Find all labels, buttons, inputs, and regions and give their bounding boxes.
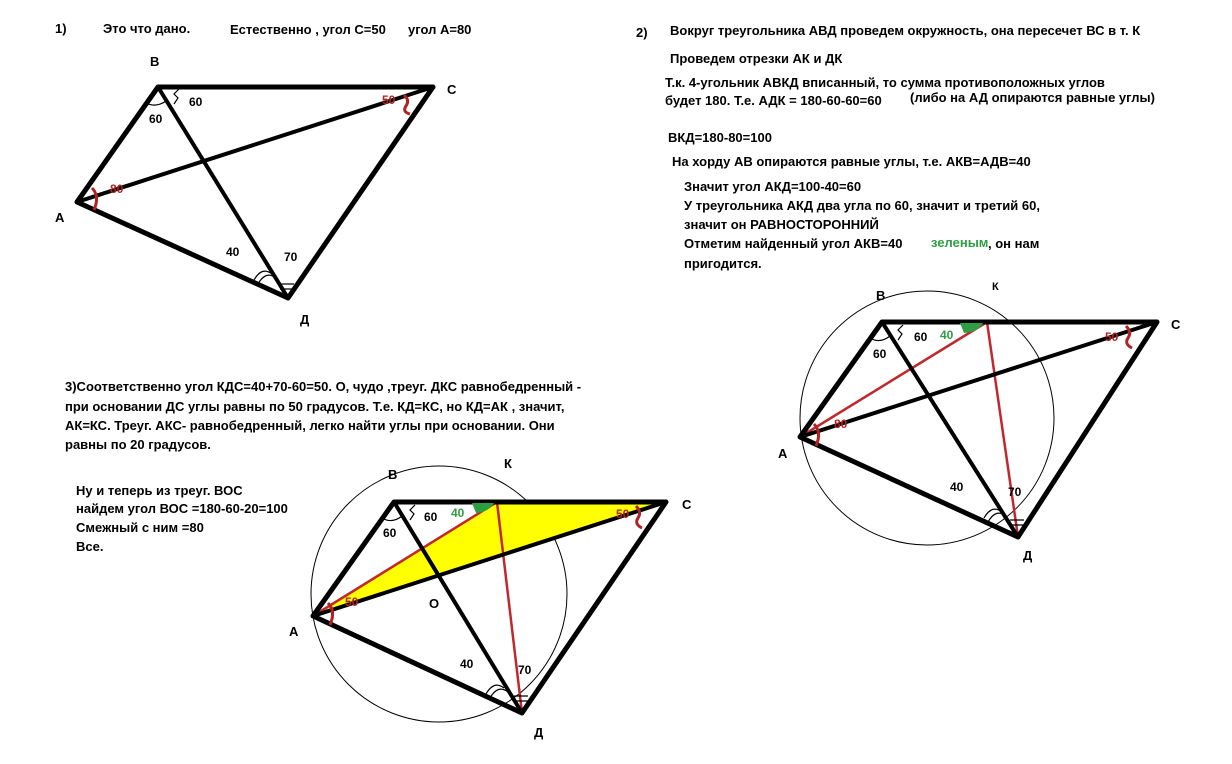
quadrilateral-abcd [800, 322, 1157, 537]
angle-value-b-left: 60 [149, 112, 163, 126]
section2-line-6: ВКД=180-80=100 [668, 130, 772, 145]
vertex-label-o: О [429, 596, 440, 611]
angle-value-c: 50 [616, 507, 630, 521]
vertex-label-a: А [55, 210, 65, 225]
vertex-label-d: Д [1023, 548, 1033, 563]
vertex-label-k: К [992, 281, 999, 293]
section3-line-2: при основании ДС углы равны по 50 градусов. Т.е. КД=КС, но КД=АК , значит, [65, 399, 565, 414]
section2-line-1: Вокруг треугольника АВД проведем окружность, она пересечет ВС в т. К [670, 23, 1141, 38]
conclusion-line-3: Смежный с ним =80 [76, 520, 204, 535]
angle-arc-b-top [174, 89, 179, 104]
section2-line-9: У треугольника АКД два угла по 60, значит и третий 60, [684, 198, 1040, 213]
angle-value-b-top: 60 [189, 95, 203, 109]
section2-line-8: Значит угол АКД=100-40=60 [684, 179, 862, 194]
angle-value-d-left: 40 [950, 480, 964, 494]
section2-line-7: На хорду АВ опираются равные углы, т.е. АКВ=АДВ=40 [672, 154, 1031, 169]
section2-line-3: Т.к. 4-угольник АВКД вписанный, то сумма противоположных углов [665, 75, 1105, 90]
angle-value-c: 50 [1105, 330, 1119, 344]
conclusion-line-2: найдем угол ВОС =180-60-20=100 [76, 501, 288, 516]
angle-value-b-left: 60 [873, 347, 887, 361]
angle-value-d-left: 40 [226, 245, 240, 259]
angle-value-d-right: 70 [518, 663, 532, 677]
section2-line-13: пригодится. [684, 256, 762, 271]
section2-line-12: , он нам [988, 236, 1040, 251]
angle-value-a: 50 [345, 595, 359, 609]
section3-line-4: равны по 20 градусов. [65, 437, 211, 452]
section2-line-10: значит он РАВНОСТОРОННИЙ [684, 217, 879, 232]
vertex-label-a: А [778, 446, 788, 461]
section2-green-word: зеленым [931, 235, 989, 250]
angle-value-k: 40 [940, 328, 954, 342]
angle-arc-b-top [898, 325, 903, 340]
conclusion-line-1: Ну и теперь из треуг. ВОС [76, 483, 243, 498]
vertex-label-d: Д [534, 725, 544, 740]
section2-line-4: будет 180. Т.е. АДК = 180-60-60=60 [665, 93, 882, 108]
section1-number: 1) [55, 21, 67, 36]
angle-value-k: 40 [451, 506, 465, 520]
vertex-label-d: Д [300, 312, 310, 327]
section2-line-11: Отметим найденный угол АКВ=40 [684, 236, 903, 251]
angle-value-d-right: 70 [284, 250, 298, 264]
vertex-label-b: В [876, 288, 886, 303]
angle-value-b-top: 60 [914, 330, 928, 344]
section1-angle-c-note: Естественно , угол С=50 [230, 22, 386, 37]
section3-line-3: АК=КС. Треуг. АКС- равнобедренный, легко найти углы при основании. Они [65, 418, 555, 433]
vertex-label-b: В [150, 54, 160, 69]
angle-value-b-top: 60 [424, 510, 438, 524]
section3-line-1: 3)Соответственно угол КДС=40+70-60=50. О, чудо ,треуг. ДКС равнобедренный - [65, 379, 582, 394]
section2-line-5: (либо на АД опираются равные углы) [910, 90, 1155, 105]
angle-value-a: 80 [834, 417, 848, 431]
diagram-1 [55, 54, 457, 327]
section2-number: 2) [636, 25, 648, 40]
conclusion-line-4: Все. [76, 539, 104, 554]
diagram-3 [289, 456, 692, 740]
angle-value-d-right: 70 [1008, 485, 1022, 499]
section2-line-2: Проведем отрезки АК и ДК [670, 51, 843, 66]
vertex-label-c: С [682, 497, 692, 512]
angle-value-b-left: 60 [383, 526, 397, 540]
quadrilateral-abcd [77, 87, 433, 298]
chord-dk [987, 322, 1018, 537]
diagonal-ac [800, 322, 1157, 437]
angle-value-c: 50 [382, 93, 396, 107]
vertex-label-a: А [289, 624, 299, 639]
diagram-2 [778, 281, 1181, 563]
angle-arc-b-top [410, 505, 415, 520]
angle-value-a: 80 [110, 182, 124, 196]
section1-angle-a-note: угол А=80 [408, 22, 472, 37]
section1-given: Это что дано. [103, 21, 191, 36]
angle-value-d-left: 40 [460, 657, 474, 671]
diagonal-ac [77, 87, 433, 202]
vertex-label-c: С [447, 82, 457, 97]
vertex-label-k: К [504, 456, 512, 471]
vertex-label-c: С [1171, 317, 1181, 332]
vertex-label-b: В [388, 467, 398, 482]
angle-arc-c [404, 95, 410, 114]
